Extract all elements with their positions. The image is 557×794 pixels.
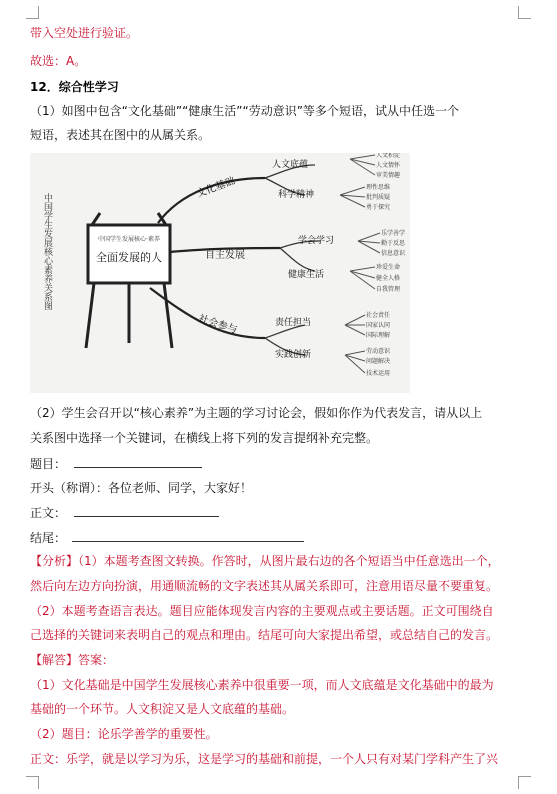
crop-mark-bottom-right — [518, 776, 531, 789]
answer-tag: 【解答】 — [30, 653, 79, 667]
opening-line: 开头（称谓）：各位老师、同学，大家好！ — [30, 481, 253, 495]
prev-answer-line: 带入空处进行验证。 — [30, 26, 139, 40]
body-blank[interactable] — [74, 504, 219, 517]
topic-blank[interactable] — [74, 455, 202, 468]
leaf: 珍爱生命 — [376, 264, 401, 271]
leaf: 信息意识 — [381, 250, 406, 257]
body-label: 正文： — [30, 506, 67, 520]
sub-innovation: 实践创新 — [275, 350, 312, 360]
leaf: 自我管理 — [376, 286, 401, 293]
answer-line3: （2）题目：论乐学善学的重要性。 — [30, 727, 218, 741]
answer-header — [30, 652, 114, 668]
leaf: 乐学善学 — [381, 230, 406, 237]
sub-science: 科学精神 — [278, 190, 315, 200]
ending-row — [30, 529, 304, 546]
answer-line4: 正文：乐学，就是以学习为乐，这是学习的基础和前提，一个人只有对某门学科产生了兴 — [30, 752, 499, 766]
analysis-line3: （2）本题考查语言表达。题目应能体现发言内容的主要观点或主要话题。正文可围绕自 — [30, 604, 494, 618]
branch-society: 社会参与 — [197, 313, 239, 337]
branch-culture: 文化基础 — [195, 175, 237, 200]
core-literacy-diagram — [30, 153, 410, 393]
leaf: 健全人格 — [376, 275, 401, 282]
part2-text-line1: （2）学生会召开以“核心素养”为主题的学习讨论会，假如你作为代表发言，请从以上 — [30, 406, 483, 420]
answer-line2: 基础的一个环节。人文积淀又是人文底蕴的基础。 — [30, 702, 295, 716]
diagram-vertical-title: 中国学生发展核心素养关系图 — [42, 193, 52, 310]
topic-row — [30, 455, 202, 472]
leaf: 人文情怀 — [376, 162, 401, 169]
analysis-line4: 己选择的关键词来表明自己的观点和理由。结尾可向大家提出希望，或总结自己的发言。 — [30, 628, 499, 642]
part1-text-line2: 短语，表述其在图中的从属关系。 — [30, 128, 211, 142]
topic-label: 题目： — [30, 457, 67, 471]
leaf: 人文积淀 — [376, 153, 401, 159]
leaf: 勤于反思 — [381, 240, 406, 247]
question-title: 12．综合性学习 — [30, 80, 119, 94]
leaf: 审美情趣 — [376, 172, 401, 179]
crop-mark-top-left — [26, 6, 39, 19]
leaf: 劳动意识 — [366, 348, 391, 355]
leaf: 国际理解 — [366, 332, 391, 339]
prev-answer-choice: 故选：A。 — [30, 54, 87, 68]
leaf: 社会责任 — [366, 312, 391, 319]
analysis-line2: 然后向左边方向扮演，用通顺流畅的文字表述其从属关系即可，注意用语尽量不要重复。 — [30, 579, 499, 593]
part1-text-line1: （1）如图中包含“文化基础”“健康生活”“劳动意识”等多个短语，试从中任选一个 — [30, 104, 459, 118]
board-small-text: 中国学生发展核心·素养 — [98, 236, 160, 243]
sub-humanities: 人文底蕴 — [272, 160, 309, 170]
leaf: 批判质疑 — [366, 194, 391, 201]
ending-label: 结尾： — [30, 531, 67, 545]
branch-autonomy: 自主发展 — [205, 250, 245, 261]
answer-label: 答案： — [78, 653, 115, 667]
answer-line1: （1）文化基础是中国学生发展核心素养中很重要一项，而人文底蕴是文化基础中的最为 — [30, 678, 494, 692]
analysis-tag: 【分析】 — [30, 554, 79, 568]
leaf: 理性思维 — [366, 184, 391, 191]
sub-responsibility: 责任担当 — [275, 318, 312, 328]
sub-health: 健康生活 — [288, 270, 325, 280]
ending-blank[interactable] — [72, 529, 304, 542]
leaf: 问题解决 — [366, 358, 391, 365]
leaf: 国家认同 — [366, 322, 391, 329]
analysis-text1: （1）本题考查图文转换。作答时，从图片最右边的各个短语当中任意选出一个， — [78, 554, 500, 568]
diagram-graphic — [30, 153, 410, 393]
body-row — [30, 504, 219, 521]
sub-learning: 学会学习 — [298, 236, 335, 246]
leaf: 技术运用 — [366, 370, 391, 377]
crop-mark-bottom-left — [26, 776, 39, 789]
leaf: 勇于探究 — [366, 204, 391, 211]
part2-text-line2: 关系图中选择一个关键词，在横线上将下列的发言提纲补充完整。 — [30, 431, 379, 445]
board-main-text: 全面发展的人 — [96, 251, 162, 264]
crop-mark-top-right — [518, 6, 531, 19]
analysis-line1 — [30, 553, 500, 569]
